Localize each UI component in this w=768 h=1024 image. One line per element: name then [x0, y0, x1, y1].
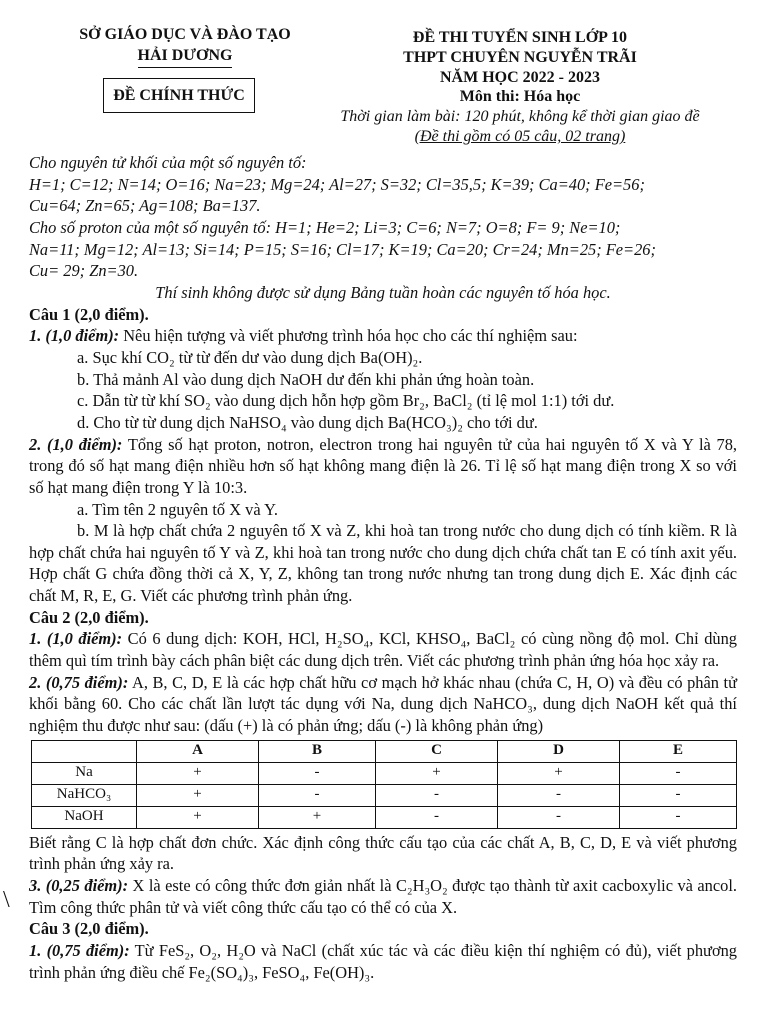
table-cell: -	[620, 762, 737, 784]
table-cell: -	[375, 806, 497, 828]
exam-body	[29, 152, 737, 983]
table-header-cell: B	[259, 740, 376, 762]
table-header-cell: E	[620, 740, 737, 762]
proton-line2: Na=11; Mg=12; Al=13; Si=14; P=15; S=16; Cl=17; K=19; Ca=20; Cr=24; Mn=25; Fe=26;	[29, 239, 656, 259]
table-header-cell	[32, 740, 137, 762]
table-cell: -	[498, 784, 620, 806]
q1-part2-a: a. Tìm tên 2 nguyên tố X và Y.	[77, 499, 278, 519]
exam-duration: Thời gian làm bài: 120 phút, không kể thời gian giao đề	[340, 108, 700, 126]
table-cell: -	[259, 762, 376, 784]
table-header-cell: A	[137, 740, 259, 762]
q3-title: Câu 3 (2,0 điểm).	[29, 919, 149, 939]
q1-part2	[29, 434, 737, 499]
q1-part2-head: 2. (1,0 điểm):	[29, 434, 123, 454]
q2-part3-text: X là este có công thức đơn giản nhất là C₂H₃O₂ được tạo thành từ axit cacboxylic và ancol. Tìm công thức phân tử và viết công thức cấu tạo có thể có của X.	[29, 876, 738, 917]
issuer-block	[60, 24, 310, 68]
proton-intro: Cho số proton của một số nguyên tố: H=1; He=2; Li=3; C=6; N=7; O=8; F= 9; Ne=10;	[29, 217, 621, 237]
atomic-mass-intro: Cho nguyên tử khối của một số nguyên tố:	[29, 153, 307, 172]
q2-part1-head: 1. (1,0 điểm):	[29, 629, 123, 649]
margin-mark: \	[3, 887, 10, 913]
table-cell: +	[259, 806, 376, 828]
q1-part1-text: Nêu hiện tượng và viết phương trình hóa học cho các thí nghiệm sau:	[119, 326, 578, 346]
q1-part1-a: a. Sục khí CO₂ từ từ đến dư vào dung dịch Ba(OH)₂.	[77, 347, 423, 367]
table-cell: +	[137, 784, 259, 806]
q1-title: Câu 1 (2,0 điểm).	[29, 304, 149, 324]
proton-line3: Cu= 29; Zn=30.	[29, 261, 139, 281]
exam-subject: Môn thi: Hóa học	[459, 88, 581, 106]
table-row	[32, 806, 737, 828]
exam-title-line1: ĐỀ THI TUYỂN SINH LỚP 10	[412, 29, 628, 46]
table-cell: -	[375, 784, 497, 806]
official-stamp: ĐỀ CHÍNH THỨC	[103, 78, 255, 113]
table-cell: -	[498, 806, 620, 828]
exam-title-block	[300, 28, 740, 147]
table-row-label: NaHCO₃	[32, 784, 137, 806]
table-header-cell: C	[375, 740, 497, 762]
table-cell: -	[620, 806, 737, 828]
q3-part1-head: 1. (0,75 điểm):	[29, 941, 130, 960]
q1-part1-c: c. Dẫn từ từ khí SO₂ vào dung dịch hỗn hợp gồm Br₂, BaCl₂ (tỉ lệ mol 1:1) tới dư.	[77, 391, 615, 411]
table-cell: +	[137, 762, 259, 784]
exam-pages-note: (Đề thi gồm có 05 câu, 02 trang)	[414, 128, 626, 146]
q2-part2-text: A, B, C, D, E là các hợp chất hữu cơ mạch hở khác nhau (chứa C, H, O) và đều có phân tử khối bằng 60. Cho các chất lần lượt tác dụng với Na, dung dịch NaHCO₃, dung dịch NaOH kết quả thí nghiệm thu được như sau: (dấu (+) là có phản ứng; dấu (-) là không phản ứng)	[29, 672, 737, 736]
table-cell: +	[137, 806, 259, 828]
table-row	[32, 784, 737, 806]
q2-part3	[29, 875, 737, 918]
table-cell: +	[375, 762, 497, 784]
q2-title: Câu 2 (2,0 điểm).	[29, 607, 149, 627]
table-cell: -	[620, 784, 737, 806]
q3-part1-text: Từ FeS₂, O₂, H₂O và NaCl (chất xúc tác và các điều kiện thí nghiệm có đủ), viết phương trình phản ứng điều chế Fe₂(SO₄)₃, FeSO₄, Fe(OH)₃.	[29, 941, 737, 982]
q2-part1-text: Có 6 dung dịch: KOH, HCl, H₂SO₄, KCl, KHSO₄, BaCl₂ có cùng nồng độ mol. Chỉ dùng thêm quì tím trình bày cách phân biệt các dung dịch trên. Viết các phương trình phản ứng hóa học xảy ra.	[29, 629, 737, 671]
table-header-cell: D	[498, 740, 620, 762]
table-row-label: Na	[32, 762, 137, 784]
q1-part2-b: b. M là hợp chất chứa 2 nguyên tố X và Z, khi hoà tan trong nước cho dung dịch có tính kiềm. R là hợp chất chứa hai nguyên tố Y và Z, khi hoà tan trong nước cho dung dịch chứa chất tan E có tính axit yếu. Hợp chất G chứa đồng thời cả X, Y, Z, không tan trong nước nhưng tan trong dung dịch E. Xác định các chất M, R, E, G. Viết các phương trình phản ứng.	[29, 521, 737, 606]
q2-part2	[29, 672, 737, 737]
table-row	[32, 762, 737, 784]
q1-part1	[29, 325, 737, 347]
table-row-label: NaOH	[32, 806, 137, 828]
q2-part2-head: 2. (0,75 điểm):	[29, 672, 129, 692]
q1-part2-text: Tổng số hạt proton, notron, electron trong hai nguyên tử của hai nguyên tố X và Y là 78, trong đó số hạt mang điện nhiều hơn số hạt không mang điện là 26. Tỉ lệ số hạt mang điện trong X so với số hạt mang điện trong Y là 10:3.	[29, 434, 737, 497]
q1-part1-d: d. Cho từ từ dung dịch NaHSO₄ vào dung dịch Ba(HCO₃)₂ cho tới dư.	[77, 412, 538, 432]
table-cell: -	[259, 784, 376, 806]
table-header-row	[32, 740, 737, 762]
issuer-line1: SỞ GIÁO DỤC VÀ ĐÀO TẠO	[79, 26, 291, 43]
q1-part1-b: b. Thả mảnh Al vào dung dịch NaOH dư đến khi phản ứng hoàn toàn.	[77, 369, 535, 389]
q1-part1-head: 1. (1,0 điểm):	[29, 326, 120, 346]
q3-part1	[29, 940, 737, 983]
atomic-mass-line2: Cu=64; Zn=65; Ag=108; Ba=137.	[29, 196, 261, 216]
atomic-mass-line1: H=1; C=12; N=14; O=16; Na=23; Mg=24; Al=27; S=32; Cl=35,5; K=39; Ca=40; Fe=56;	[29, 174, 645, 194]
q2-part3-head: 3. (0,25 điểm):	[29, 876, 129, 896]
exam-year: NĂM HỌC 2022 - 2023	[440, 68, 600, 86]
periodic-table-note: Thí sinh không được sử dụng Bảng tuần hoàn các nguyên tố hóa học.	[155, 282, 611, 302]
q2-part1	[29, 628, 737, 671]
issuer-line2: HẢI DƯƠNG	[138, 45, 233, 68]
q2-part2-after: Biết rằng C là hợp chất đơn chức. Xác định công thức cấu tạo của các chất A, B, C, D, E và viết phương trình phản ứng xảy ra.	[29, 832, 737, 874]
exam-title-line2: THPT CHUYÊN NGUYỄN TRÃI	[403, 48, 637, 66]
table-cell: +	[498, 762, 620, 784]
reaction-table	[31, 740, 737, 829]
